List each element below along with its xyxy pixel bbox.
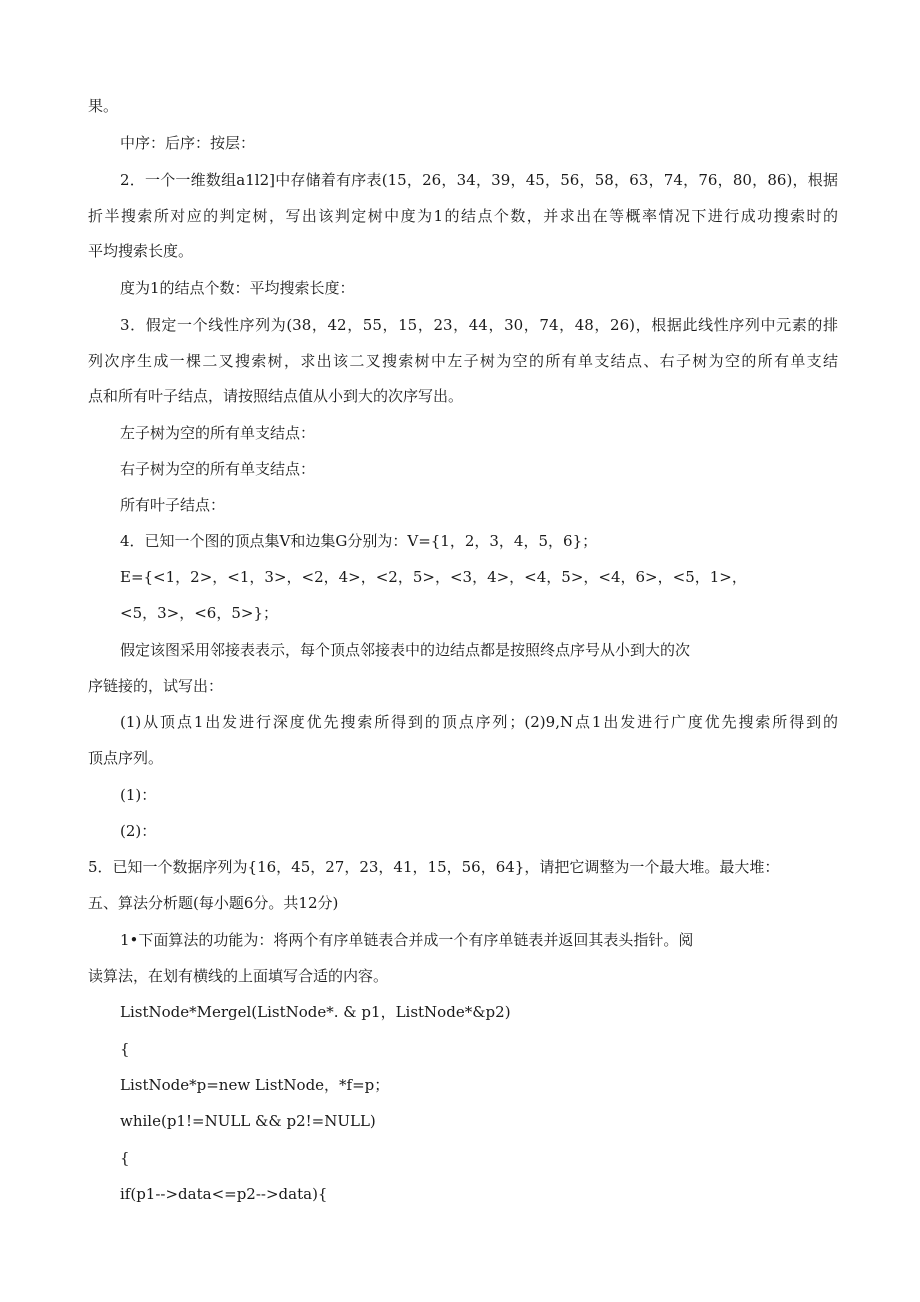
text-line: 顶点序列。 — [88, 749, 164, 767]
text-line: 序链接的，试写出： — [88, 677, 224, 695]
text-line: 果。 — [88, 97, 119, 115]
code-line: { — [120, 1149, 130, 1167]
text-line: 所有叶子结点： — [120, 496, 226, 514]
text-line: 读算法，在划有横线的上面填写合适的内容。 — [88, 967, 389, 985]
text-line: 3．假定一个线性序列为(38，42，55，15，23，44，30，74，48，26)，根据此线性序列中元素的排 — [120, 316, 838, 334]
text-line: 中序：后序：按层： — [120, 134, 256, 152]
text-line: 右子树为空的所有单支结点： — [120, 460, 316, 478]
code-line: ListNode*Mergel(ListNode*. & p1，ListNode*&p2) — [120, 1003, 511, 1021]
text-line: 2．一个一维数组a1l2]中存储着有序表(15，26，34，39，45，56，58，63，74，76，80，86)，根据 — [120, 171, 838, 189]
text-line: 度为1的结点个数：平均搜索长度： — [120, 279, 355, 297]
text-line: (2)： — [120, 822, 157, 840]
text-line: 平均搜索长度。 — [88, 242, 194, 260]
code-line: if(p1-->data<=p2-->data){ — [120, 1185, 328, 1203]
section-heading: 五、算法分析题(每小题6分。共12分) — [88, 894, 339, 912]
text-line: 5．已知一个数据序列为{16，45，27，23，41，15，56，64}，请把它调整为一个最大堆。最大堆： — [88, 858, 780, 876]
text-line: E={<1，2>，<1，3>，<2，4>，<2，5>，<3，4>，<4，5>，<4，6>，<5，1>， — [120, 568, 747, 586]
text-line: 1•下面算法的功能为：将两个有序单链表合并成一个有序单链表并返回其表头指针。阅 — [120, 931, 694, 949]
code-line: ListNode*p=new ListNode，*f=p； — [120, 1076, 390, 1094]
text-line: 假定该图采用邻接表表示，每个顶点邻接表中的边结点都是按照终点序号从小到大的次 — [120, 641, 691, 659]
text-line: 点和所有叶子结点，请按照结点值从小到大的次序写出。 — [88, 387, 464, 405]
text-line: 列次序生成一棵二叉搜索树，求出该二叉搜索树中左子树为空的所有单支结点、右子树为空的所有单支结 — [88, 352, 838, 370]
text-line: <5，3>，<6，5>}； — [120, 604, 278, 622]
text-line: 左子树为空的所有单支结点： — [120, 424, 316, 442]
text-line: (1)： — [120, 786, 157, 804]
text-line: 4．已知一个图的顶点集V和边集G分别为：V={1，2，3，4，5，6}； — [120, 532, 598, 550]
code-line: while(p1!=NULL && p2!=NULL) — [120, 1112, 376, 1130]
code-line: { — [120, 1040, 130, 1058]
text-line: (1)从顶点1出发进行深度优先搜索所得到的顶点序列；(2)9,N点1出发进行广度优先搜索所得到的 — [120, 713, 838, 731]
text-line: 折半搜索所对应的判定树，写出该判定树中度为1的结点个数，并求出在等概率情况下进行成功搜索时的 — [88, 207, 838, 225]
